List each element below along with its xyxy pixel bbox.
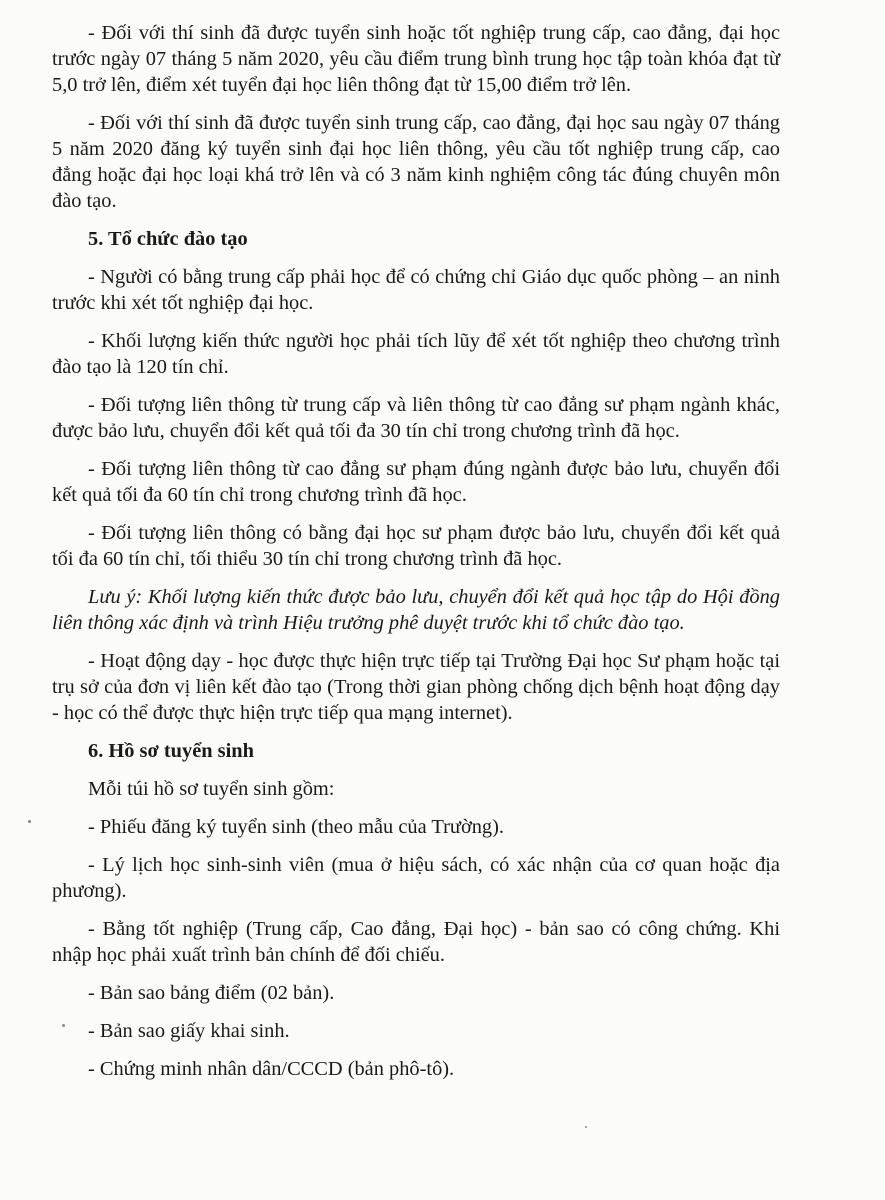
- paragraph-credit-volume: - Khối lượng kiến thức người học phải tích lũy để xét tốt nghiệp theo chương trình đào tạo là 120 tín chỉ.: [52, 330, 780, 378]
- dossier-item-id-card: - Chứng minh nhân dân/CCCD (bản phô-tô).: [88, 1058, 455, 1080]
- paragraph-defense-certificate: - Người có bằng trung cấp phải học để có chứng chỉ Giáo dục quốc phòng – an ninh trước khi xét tốt nghiệp đại học.: [52, 266, 780, 314]
- scan-speck: [585, 1126, 587, 1128]
- dossier-item-birth-certificate: - Bản sao giấy khai sinh.: [88, 1020, 290, 1042]
- dossier-item-resume: - Lý lịch học sinh-sinh viên (mua ở hiệu sách, có xác nhận của cơ quan hoặc địa phương).: [52, 854, 780, 902]
- note-paragraph: Lưu ý: Khối lượng kiến thức được bảo lưu, chuyển đổi kết quả học tập do Hội đồng liên thông xác định và trình Hiệu trưởng phê duyệt trước khi tổ chức đào tạo.: [52, 586, 780, 634]
- scan-speck: [28, 820, 31, 823]
- section-6-heading: 6. Hồ sơ tuyển sinh: [88, 740, 254, 762]
- paragraph-university-transfer: - Đối tượng liên thông có bằng đại học sư phạm được bảo lưu, chuyển đổi kết quả tối đa 60 tín chỉ, tối thiểu 30 tín chỉ trong chương trình đã học.: [52, 522, 780, 570]
- paragraph-transfer-60-credits: - Đối tượng liên thông từ cao đẳng sư phạm đúng ngành được bảo lưu, chuyển đổi kết quả tối đa 60 tín chỉ trong chương trình đã học.: [52, 458, 780, 506]
- section-5-heading: 5. Tổ chức đào tạo: [88, 228, 248, 250]
- paragraph-graduated-after-2020: - Đối với thí sinh đã được tuyển sinh trung cấp, cao đẳng, đại học sau ngày 07 tháng 5 năm 2020 đăng ký tuyển sinh đại học liên thông, yêu cầu tốt nghiệp trung cấp, cao đẳng hoặc đại học loại khá trở lên và có 3 năm kinh nghiệm công tác đúng chuyên môn đào tạo.: [52, 112, 780, 212]
- dossier-item-registration-form: - Phiếu đăng ký tuyển sinh (theo mẫu của Trường).: [88, 816, 505, 838]
- paragraph-teaching-activities: - Hoạt động dạy - học được thực hiện trực tiếp tại Trường Đại học Sư phạm hoặc tại trụ sở của đơn vị liên kết đào tạo (Trong thời gian phòng chống dịch bệnh hoạt động dạy - học có thể được thực hiện trực tiếp qua mạng internet).: [52, 650, 780, 724]
- dossier-item-diploma: - Bằng tốt nghiệp (Trung cấp, Cao đẳng, Đại học) - bản sao có công chứng. Khi nhập học phải xuất trình bản chính để đối chiếu.: [52, 918, 780, 966]
- dossier-item-transcript: - Bản sao bảng điểm (02 bản).: [88, 982, 335, 1004]
- dossier-intro: Mỗi túi hồ sơ tuyển sinh gồm:: [88, 778, 335, 800]
- paragraph-score-before-2020: - Đối với thí sinh đã được tuyển sinh hoặc tốt nghiệp trung cấp, cao đẳng, đại học trước ngày 07 tháng 5 năm 2020, yêu cầu điểm trung bình trung học tập toàn khóa đạt từ 5,0 trở lên, điểm xét tuyển đại học liên thông đạt từ 15,00 điểm trở lên.: [52, 22, 780, 96]
- document-body: [52, 20, 780, 1094]
- paragraph-transfer-30-credits: - Đối tượng liên thông từ trung cấp và liên thông từ cao đẳng sư phạm ngành khác, được bảo lưu, chuyển đổi kết quả tối đa 30 tín chỉ trong chương trình đã học.: [52, 394, 780, 442]
